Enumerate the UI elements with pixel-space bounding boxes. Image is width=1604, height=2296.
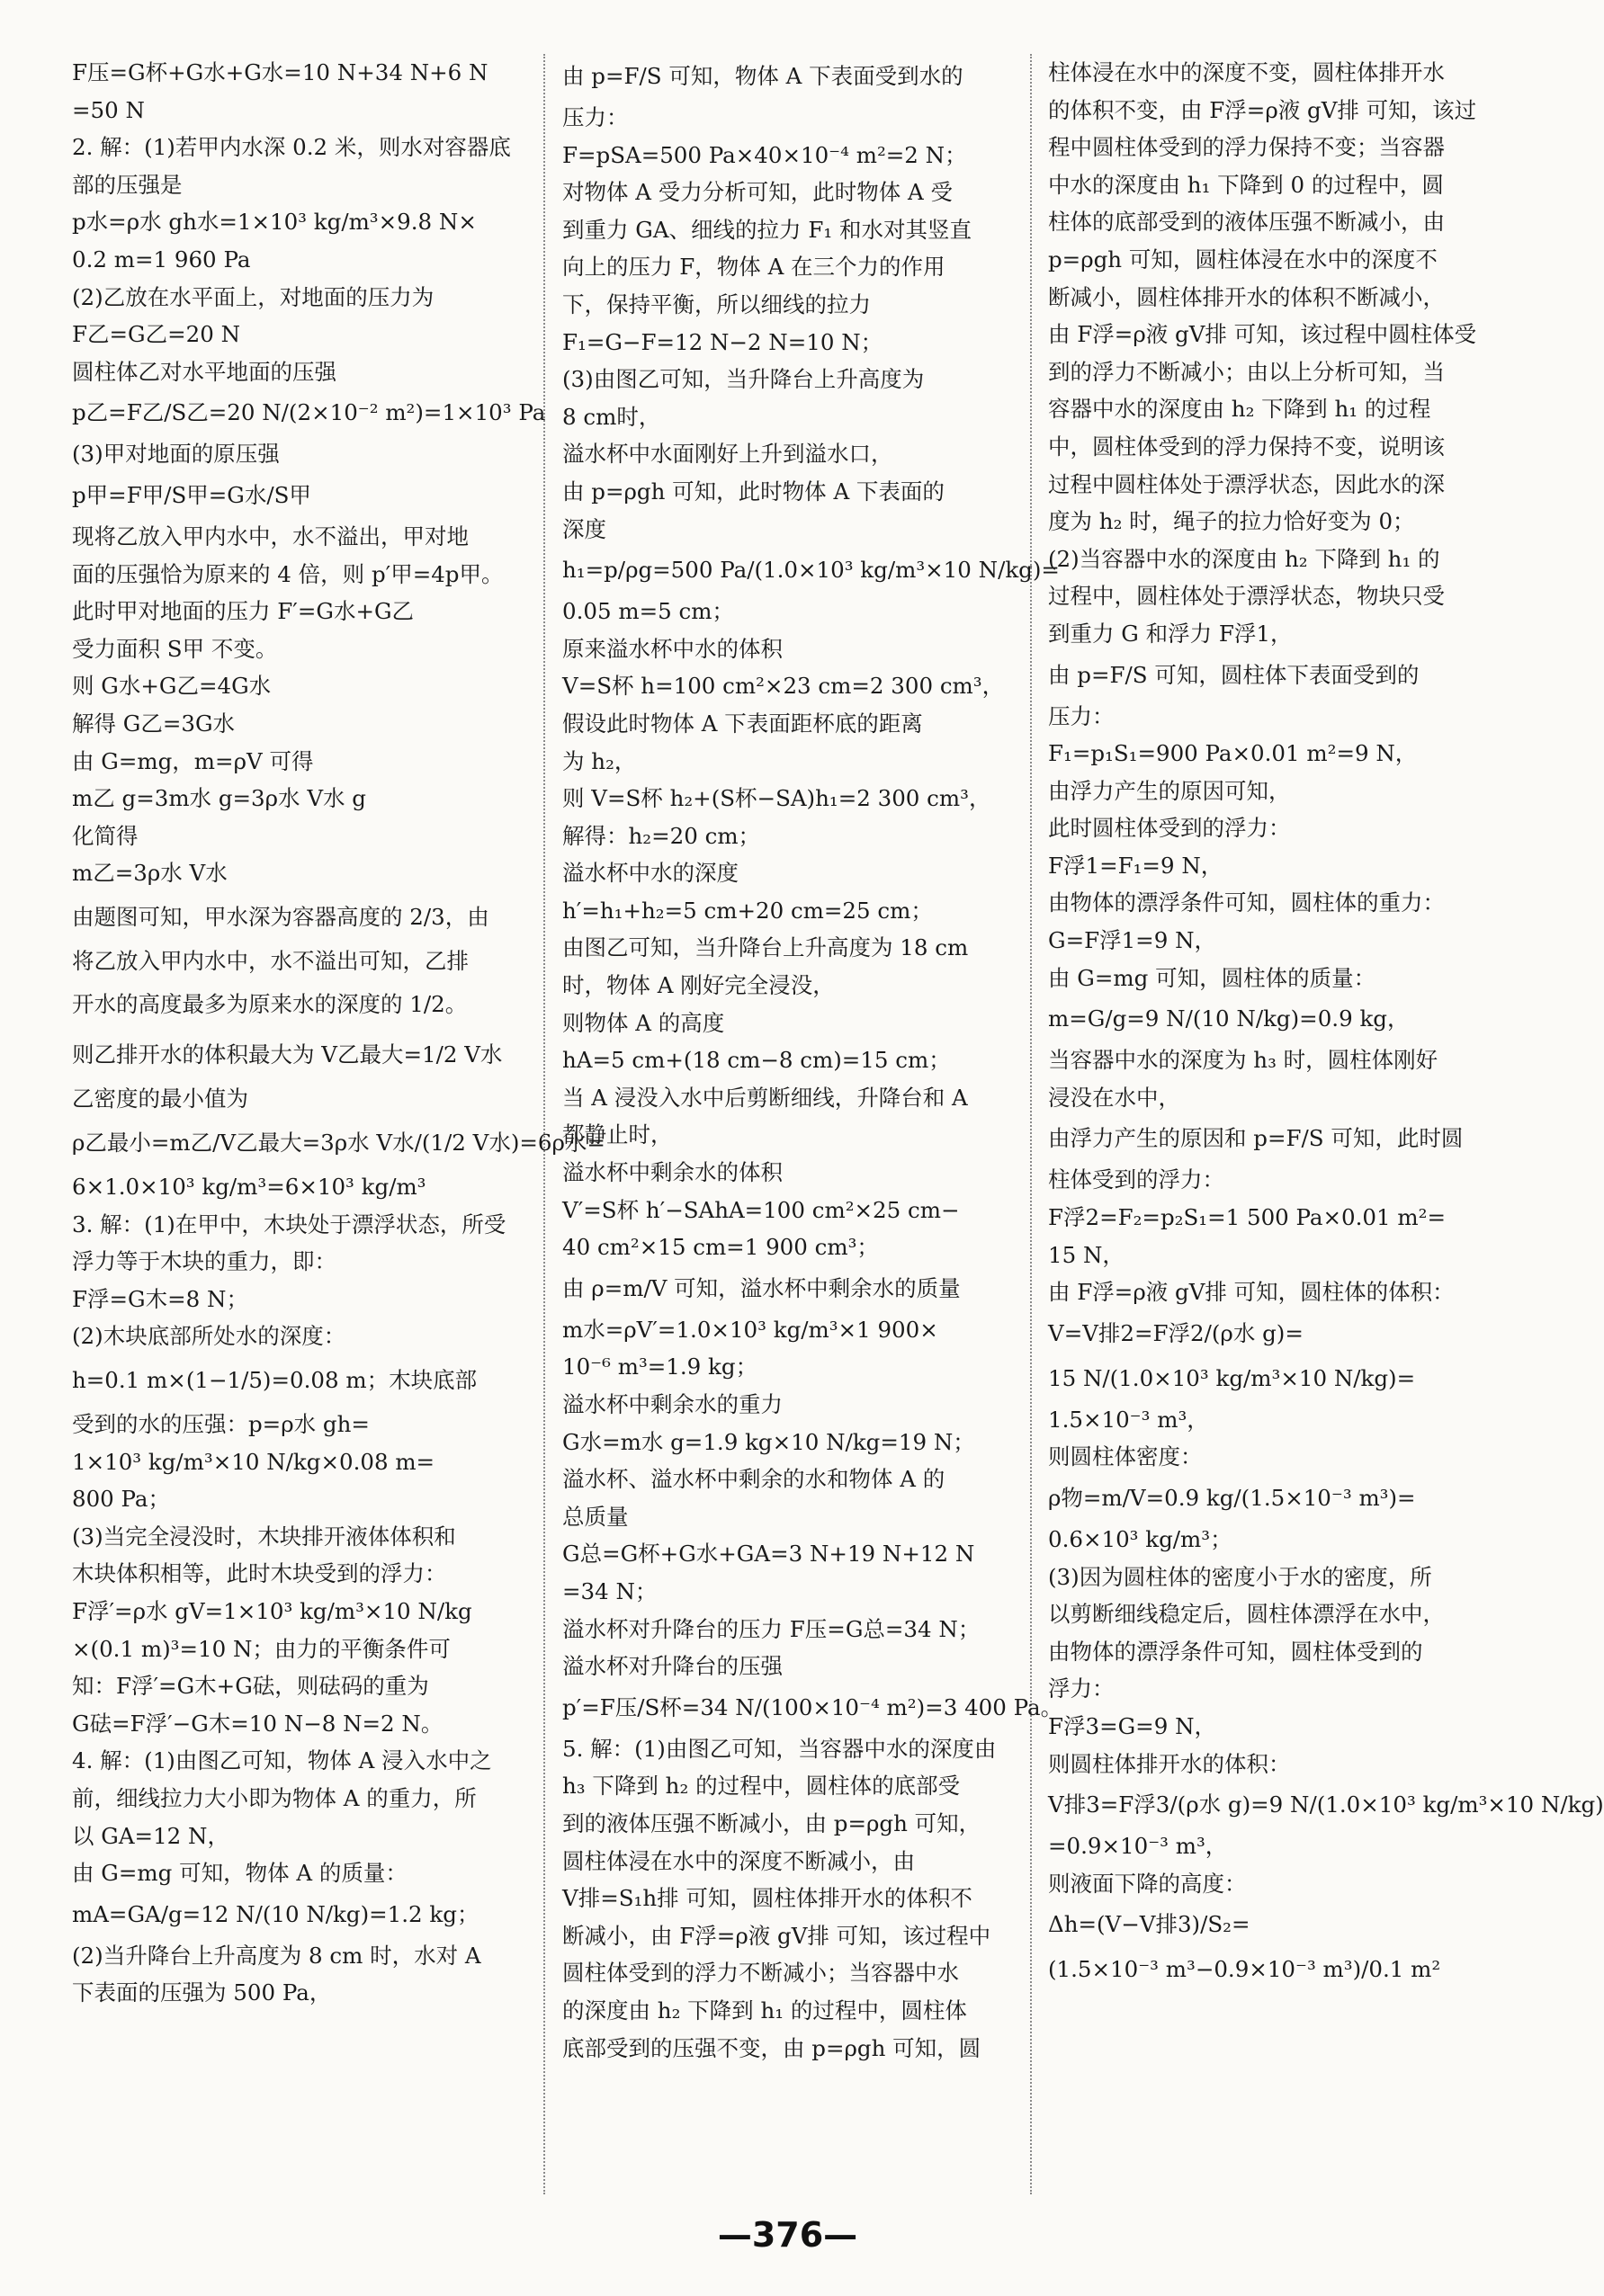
text-line: 下，保持平衡，所以细线的拉力: [562, 290, 871, 317]
text-line: 到重力 GA、细线的拉力 F₁ 和水对其竖直: [562, 216, 972, 243]
text-line: h₃ 下降到 h₂ 的过程中，圆柱体的底部受: [562, 1773, 961, 1800]
text-line: 则物体 A 的高度: [562, 1009, 725, 1036]
text-line: 浮力等于木块的重力，即：: [72, 1248, 336, 1275]
text-line: 解得：h₂=20 cm；: [562, 822, 761, 849]
text-line: F压=G杯+G水+G水=10 N+34 N+6 N: [72, 59, 488, 85]
text-line: 则 G水+G乙=4G水: [72, 673, 272, 700]
text-line: =0.9×10⁻³ m³，: [1048, 1833, 1228, 1860]
text-line: 由图乙可知，当升降台上升高度为 18 cm: [562, 934, 969, 961]
text-line: 由浮力产生的原因可知，: [1048, 777, 1291, 804]
text-line: 由 p=ρgh 可知，此时物体 A 下表面的: [562, 478, 945, 505]
text-line: 1.5×10⁻³ m³，: [1048, 1406, 1209, 1433]
text-line: 2. 解：(1)若甲内水深 0.2 米，则水对容器底: [72, 134, 511, 161]
text-line: F浮=G木=8 N；: [72, 1285, 248, 1312]
text-line: 到重力 G 和浮力 F浮1，: [1048, 620, 1293, 647]
text-line: 则圆柱体密度：: [1048, 1443, 1203, 1470]
text-line: 由浮力产生的原因和 p=F/S 可知，此时圆: [1048, 1125, 1464, 1152]
text-line: 溢水杯中剩余水的重力: [562, 1391, 783, 1417]
text-line: 木块体积相等，此时木块受到的浮力：: [72, 1560, 447, 1587]
text-line: p=ρgh 可知，圆柱体浸在水中的深度不: [1048, 246, 1438, 272]
text-line: (2)木块底部所处水的深度：: [72, 1323, 346, 1350]
text-line: m乙=3ρ水 V水: [72, 860, 228, 887]
text-line: 由 G=mg 可知，物体 A 的质量：: [72, 1860, 408, 1887]
text-line: 40 cm²×15 cm=1 900 cm³；: [562, 1234, 879, 1261]
text-line: (3)当完全浸没时，木块排开液体体积和: [72, 1523, 456, 1550]
text-line: 圆柱体浸在水中的深度不断减小，由: [562, 1847, 915, 1874]
text-line: 对物体 A 受力分析可知，此时物体 A 受: [562, 179, 954, 206]
text-line: 则液面下降的高度：: [1048, 1870, 1247, 1897]
text-line: F浮3=G=9 N，: [1048, 1712, 1217, 1739]
text-line: 由 G=mg 可知，圆柱体的质量：: [1048, 964, 1376, 991]
text-line: 溢水杯中水的深度: [562, 860, 739, 887]
text-line: 由物体的漂浮条件可知，圆柱体的重力：: [1048, 889, 1445, 916]
text-line: 都静止时，: [562, 1121, 673, 1148]
column-divider: [543, 54, 545, 2194]
text-line: 受力面积 S甲 不变。: [72, 635, 278, 662]
text-line: 知：F浮′=G木+G砝，则砝码的重为: [72, 1673, 429, 1700]
text-line: 6×1.0×10³ kg/m³=6×10³ kg/m³: [72, 1174, 426, 1201]
text-line: 压力：: [1048, 702, 1115, 729]
text-line: 现将乙放入甲内水中，水不溢出，甲对地: [72, 523, 469, 549]
text-line: 柱体受到的浮力：: [1048, 1166, 1224, 1193]
text-line: 15 N/(1.0×10³ kg/m³×10 N/kg)=: [1048, 1364, 1416, 1391]
text-line: 向上的压力 F，物体 A 在三个力的作用: [562, 254, 945, 281]
text-line: F₁=p₁S₁=900 Pa×0.01 m²=9 N，: [1048, 740, 1418, 767]
text-line: 3. 解：(1)在甲中，木块处于漂浮状态，所受: [72, 1211, 506, 1237]
answer-column-3: [1048, 54, 1604, 1992]
text-line: F乙=G乙=20 N: [72, 321, 241, 348]
text-line: 时，物体 A 刚好完全浸没，: [562, 972, 835, 999]
text-line: mA=GA/g=12 N/(10 N/kg)=1.2 kg；: [72, 1900, 479, 1927]
text-line: 开水的高度最多为原来水的深度的 1/2。: [72, 991, 468, 1018]
text-line: 此时圆柱体受到的浮力：: [1048, 815, 1291, 842]
text-line: 断减小，由 F浮=ρ液 gV排 可知，该过程中: [562, 1922, 991, 1949]
text-line: Δh=(V−V排3)/S₂=: [1048, 1911, 1250, 1938]
text-line: 5. 解：(1)由图乙可知，当容器中水的深度由: [562, 1735, 997, 1762]
text-line: 圆柱体乙对水平地面的压强: [72, 358, 336, 385]
text-line: 将乙放入甲内水中，水不溢出可知，乙排: [72, 947, 469, 974]
text-line: 由 F浮=ρ液 gV排 可知，该过程中圆柱体受: [1048, 321, 1477, 348]
page-number: —376—: [717, 2215, 858, 2255]
text-line: hA=5 cm+(18 cm−8 cm)=15 cm；: [562, 1047, 951, 1074]
text-line: 溢水杯、溢水杯中剩余的水和物体 A 的: [562, 1466, 945, 1493]
text-line: 0.6×10³ kg/m³；: [1048, 1526, 1232, 1552]
text-line: 程中圆柱体受到的浮力保持不变；当容器: [1048, 134, 1445, 161]
text-line: V排3=F浮3/(ρ水 g)=9 N/(1.0×10³ kg/m³×10 N/kg): [1048, 1791, 1604, 1818]
text-line: 度为 h₂ 时，绳子的拉力恰好变为 0；: [1048, 508, 1415, 535]
text-line: 断减小，圆柱体排开水的体积不断减小，: [1048, 283, 1445, 310]
text-line: h′=h₁+h₂=5 cm+20 cm=25 cm；: [562, 897, 933, 924]
text-line: 柱体浸在水中的深度不变，圆柱体排开水: [1048, 59, 1445, 85]
text-line: ρ物=m/V=0.9 kg/(1.5×10⁻³ m³)=: [1048, 1485, 1416, 1511]
text-line: 以 GA=12 N，: [72, 1822, 229, 1849]
text-line: G总=G杯+G水+GA=3 N+19 N+12 N: [562, 1541, 975, 1568]
text-line: (3)甲对地面的原压强: [72, 441, 280, 468]
text-line: =50 N: [72, 96, 145, 123]
text-line: m=G/g=9 N/(10 N/kg)=0.9 kg，: [1048, 1005, 1410, 1032]
text-line: V=S杯 h=100 cm²×23 cm=2 300 cm³，: [562, 673, 1005, 700]
text-line: 0.05 m=5 cm；: [562, 598, 734, 625]
text-line: F=pSA=500 Pa×40×10⁻⁴ m²=2 N；: [562, 141, 967, 168]
text-line: m乙 g=3m水 g=3ρ水 V水 g: [72, 785, 366, 812]
text-line: F浮1=F₁=9 N，: [1048, 852, 1223, 879]
text-line: 到的浮力不断减小；由以上分析可知，当: [1048, 358, 1445, 385]
text-line: 过程中，圆柱体处于漂浮状态，物块只受: [1048, 583, 1445, 610]
text-line: 下表面的压强为 500 Pa，: [72, 1979, 332, 2006]
text-line: 受到的水的压强：p=ρ水 gh=: [72, 1411, 370, 1438]
text-line: 则圆柱体排开水的体积：: [1048, 1750, 1291, 1777]
text-line: 深度: [562, 515, 606, 542]
text-line: 原来溢水杯中水的体积: [562, 635, 783, 662]
text-line: 压力：: [562, 104, 629, 130]
text-line: 前，细线拉力大小即为物体 A 的重力，所: [72, 1784, 477, 1811]
text-line: 的体积不变，由 F浮=ρ液 gV排 可知，该过: [1048, 96, 1477, 123]
text-line: 由 ρ=m/V 可知，溢水杯中剩余水的质量: [562, 1274, 961, 1301]
text-line: F₁=G−F=12 N−2 N=10 N；: [562, 328, 883, 355]
text-line: 圆柱体受到的浮力不断减小；当容器中水: [562, 1960, 959, 1987]
text-line: 总质量: [562, 1503, 629, 1530]
text-line: G=F浮1=9 N，: [1048, 927, 1217, 954]
text-line: 面的压强恰为原来的 4 倍，则 p′甲=4p甲。: [72, 560, 504, 587]
text-line: 4. 解：(1)由图乙可知，物体 A 浸入水中之: [72, 1747, 492, 1774]
text-line: V′=S杯 h′−SAhA=100 cm²×25 cm−: [562, 1196, 960, 1223]
text-line: 乙密度的最小值为: [72, 1085, 248, 1112]
text-line: ×(0.1 m)³=10 N；由力的平衡条件可: [72, 1635, 451, 1662]
text-line: F浮2=F₂=p₂S₁=1 500 Pa×0.01 m²=: [1048, 1204, 1446, 1231]
text-line: G水=m水 g=1.9 kg×10 N/kg=19 N；: [562, 1428, 975, 1455]
text-line: 浸没在水中，: [1048, 1084, 1180, 1111]
text-line: 由 G=mg，m=ρV 可得: [72, 747, 314, 774]
text-line: 当 A 浸没入水中后剪断细线，升降台和 A: [562, 1084, 968, 1111]
text-line: 15 N，: [1048, 1241, 1125, 1268]
text-line: (2)当容器中水的深度由 h₂ 下降到 h₁ 的: [1048, 545, 1440, 572]
text-line: 底部受到的压强不变，由 p=ρgh 可知，圆: [562, 2034, 981, 2061]
answer-column-2: [562, 54, 1063, 2067]
text-line: 由物体的漂浮条件可知，圆柱体受到的: [1048, 1638, 1423, 1665]
text-line: 浮力：: [1048, 1675, 1115, 1702]
text-line: (3)由图乙可知，当升降台上升高度为: [562, 366, 925, 393]
text-line: h=0.1 m×(1−1/5)=0.08 m；木块底部: [72, 1367, 478, 1394]
text-line: 到的液体压强不断减小，由 p=ρgh 可知，: [562, 1809, 981, 1836]
text-line: 部的压强是: [72, 171, 183, 198]
text-line: 则乙排开水的体积最大为 V乙最大=1/2 V水: [72, 1041, 503, 1068]
text-line: 柱体的底部受到的液体压强不断减小，由: [1048, 209, 1445, 236]
text-line: =34 N；: [562, 1577, 658, 1604]
text-line: p水=ρ水 gh水=1×10³ kg/m³×9.8 N×: [72, 209, 477, 236]
text-line: G砝=F浮′−G木=10 N−8 N=2 N。: [72, 1710, 444, 1737]
text-line: 为 h₂，: [562, 747, 637, 774]
text-line: 8 cm时，: [562, 403, 661, 430]
text-line: 当容器中水的深度为 h₃ 时，圆柱体刚好: [1048, 1047, 1438, 1074]
text-line: 解得 G乙=3G水: [72, 710, 236, 737]
text-line: p甲=F甲/S甲=G水/S甲: [72, 481, 311, 508]
text-line: 以剪断细线稳定后，圆柱体漂浮在水中，: [1048, 1601, 1445, 1628]
text-line: 0.2 m=1 960 Pa: [72, 246, 251, 272]
text-line: 800 Pa；: [72, 1486, 171, 1513]
text-line: 由 p=F/S 可知，物体 A 下表面受到水的: [562, 63, 963, 89]
text-line: (2)当升降台上升高度为 8 cm 时，水对 A: [72, 1942, 481, 1969]
text-line: 由题图可知，甲水深为容器高度的 2/3，由: [72, 903, 489, 930]
text-line: 溢水杯对升降台的压强: [562, 1653, 783, 1680]
text-line: p乙=F乙/S乙=20 N/(2×10⁻² m²)=1×10³ Pa: [72, 399, 546, 426]
text-line: 溢水杯中水面刚好上升到溢水口，: [562, 441, 893, 468]
text-line: p′=F压/S杯=34 N/(100×10⁻⁴ m²)=3 400 Pa。: [562, 1693, 1063, 1720]
text-line: 溢水杯对升降台的压力 F压=G总=34 N；: [562, 1615, 981, 1642]
text-line: 10⁻⁶ m³=1.9 kg；: [562, 1353, 758, 1380]
text-line: 的深度由 h₂ 下降到 h₁ 的过程中，圆柱体: [562, 1997, 967, 2024]
text-line: 则 V=S杯 h₂+(S杯−SA)h₁=2 300 cm³，: [562, 785, 991, 812]
text-line: 由 F浮=ρ液 gV排 可知，圆柱体的体积：: [1048, 1279, 1455, 1306]
text-line: 由 p=F/S 可知，圆柱体下表面受到的: [1048, 661, 1420, 688]
text-line: 1×10³ kg/m³×10 N/kg×0.08 m=: [72, 1448, 435, 1475]
text-line: ρ乙最小=m乙/V乙最大=3ρ水 V水/(1/2 V水)=6ρ水=: [72, 1130, 605, 1157]
text-line: V=V排2=F浮2/(ρ水 g)=: [1048, 1319, 1304, 1346]
text-line: (1.5×10⁻³ m³−0.9×10⁻³ m³)/0.1 m²: [1048, 1956, 1441, 1983]
text-line: 过程中圆柱体处于漂浮状态，因此水的深: [1048, 470, 1445, 497]
text-line: h₁=p/ρg=500 Pa/(1.0×10³ kg/m³×10 N/kg)=: [562, 557, 1060, 584]
text-line: V排=S₁h排 可知，圆柱体排开水的体积不: [562, 1885, 972, 1912]
text-line: 容器中水的深度由 h₂ 下降到 h₁ 的过程: [1048, 396, 1431, 423]
text-line: (3)因为圆柱体的密度小于水的密度，所: [1048, 1563, 1432, 1590]
column-divider: [1030, 54, 1032, 2194]
text-line: F浮′=ρ水 gV=1×10³ kg/m³×10 N/kg: [72, 1598, 472, 1624]
text-line: 中，圆柱体受到的浮力保持不变，说明该: [1048, 433, 1445, 460]
text-line: (2)乙放在水平面上，对地面的压力为: [72, 283, 435, 310]
text-line: 假设此时物体 A 下表面距杯底的距离: [562, 710, 923, 737]
text-line: 此时甲对地面的压力 F′=G水+G乙: [72, 598, 415, 625]
text-line: 中水的深度由 h₁ 下降到 0 的过程中，圆: [1048, 171, 1444, 198]
text-line: m水=ρV′=1.0×10³ kg/m³×1 900×: [562, 1316, 938, 1343]
text-line: 溢水杯中剩余水的体积: [562, 1159, 783, 1186]
text-line: 化简得: [72, 822, 139, 849]
